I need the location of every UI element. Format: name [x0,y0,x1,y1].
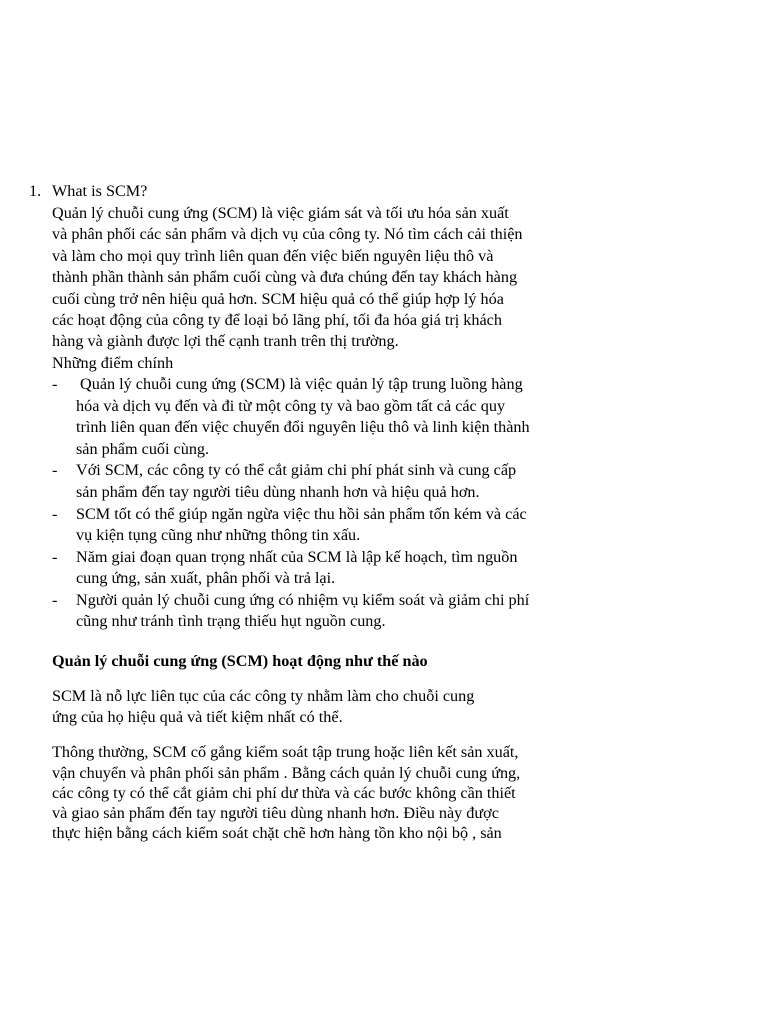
paragraph-line: vận chuyển và phân phối sản phẩm . Bằng cách quản lý chuỗi cung ứng, [52,764,521,782]
bullet-line: vụ kiện tụng cũng như những thông tin xấu. [76,526,361,544]
paragraph-line: SCM là nỗ lực liên tục của các công ty nhằm làm cho chuỗi cung [52,687,475,705]
bullet-marker: - [52,375,58,393]
bullet-marker: - [52,591,58,609]
paragraph-line: các hoạt động của công ty để loại bỏ lãng phí, tối đa hóa giá trị khách [52,311,502,329]
bullet-line: cung ứng, sản xuất, phân phối và trả lại. [76,569,336,587]
bullet-line: Với SCM, các công ty có thể cắt giảm chi phí phát sinh và cung cấp [76,461,517,479]
bullet-marker: - [52,548,58,566]
bullet-line: SCM tốt có thể giúp ngăn ngừa việc thu hồi sản phẩm tốn kém và các [76,505,527,523]
paragraph-line: ứng của họ hiệu quả và tiết kiệm nhất có thể. [52,708,343,726]
bullet-line: Người quản lý chuỗi cung ứng có nhiệm vụ kiểm soát và giảm chi phí [76,591,530,609]
paragraph-line: và làm cho mọi quy trình liên quan đến việc biến nguyên liệu thô và [52,247,494,265]
bullet-line: cũng như tránh tình trạng thiếu hụt nguồn cung. [76,612,386,630]
paragraph-line: các công ty có thể cắt giảm chi phí dư thừa và các bước không cần thiết [52,784,516,802]
bullet-line: sản phẩm cuối cùng. [76,440,210,458]
bullet-line: hóa và dịch vụ đến và đi từ một công ty và bao gồm tất cả các quy [76,397,506,415]
section-title: What is SCM? [52,182,148,200]
key-points-heading: Những điểm chính [52,354,174,372]
paragraph-line: cuối cùng trở nên hiệu quả hơn. SCM hiệu quả có thể giúp hợp lý hóa [52,290,504,308]
paragraph-line: và giao sản phẩm đến tay người tiêu dùng nhanh hơn. Điều này được [52,804,499,822]
bullet-marker: - [52,505,58,523]
paragraph-line: và phân phối các sản phẩm và dịch vụ của công ty. Nó tìm cách cải thiện [52,225,523,243]
bullet-marker: - [52,461,58,479]
paragraph-line: Quản lý chuỗi cung ứng (SCM) là việc giám sát và tối ưu hóa sản xuất [52,204,509,222]
paragraph-line: Thông thường, SCM cố gắng kiểm soát tập trung hoặc liên kết sản xuất, [52,743,519,761]
paragraph-line: thành phần thành sản phẩm cuối cùng và đưa chúng đến tay khách hàng [52,268,518,286]
bullet-line: trình liên quan đến việc chuyển đổi nguyên liệu thô và linh kiện thành [76,418,530,436]
bullet-line: Quản lý chuỗi cung ứng (SCM) là việc quản lý tập trung luồng hàng [76,375,523,393]
paragraph-line: hàng và giành được lợi thế cạnh tranh trên thị trường. [52,332,399,350]
paragraph-line: thực hiện bằng cách kiểm soát chặt chẽ hơn hàng tồn kho nội bộ , sản [52,824,502,842]
list-number: 1. [29,182,42,200]
bullet-line: sản phẩm đến tay người tiêu dùng nhanh hơn và hiệu quả hơn. [76,483,480,501]
section-heading: Quản lý chuỗi cung ứng (SCM) hoạt động như thế nào [52,652,428,670]
bullet-line: Năm giai đoạn quan trọng nhất của SCM là lập kế hoạch, tìm nguồn [76,548,518,566]
